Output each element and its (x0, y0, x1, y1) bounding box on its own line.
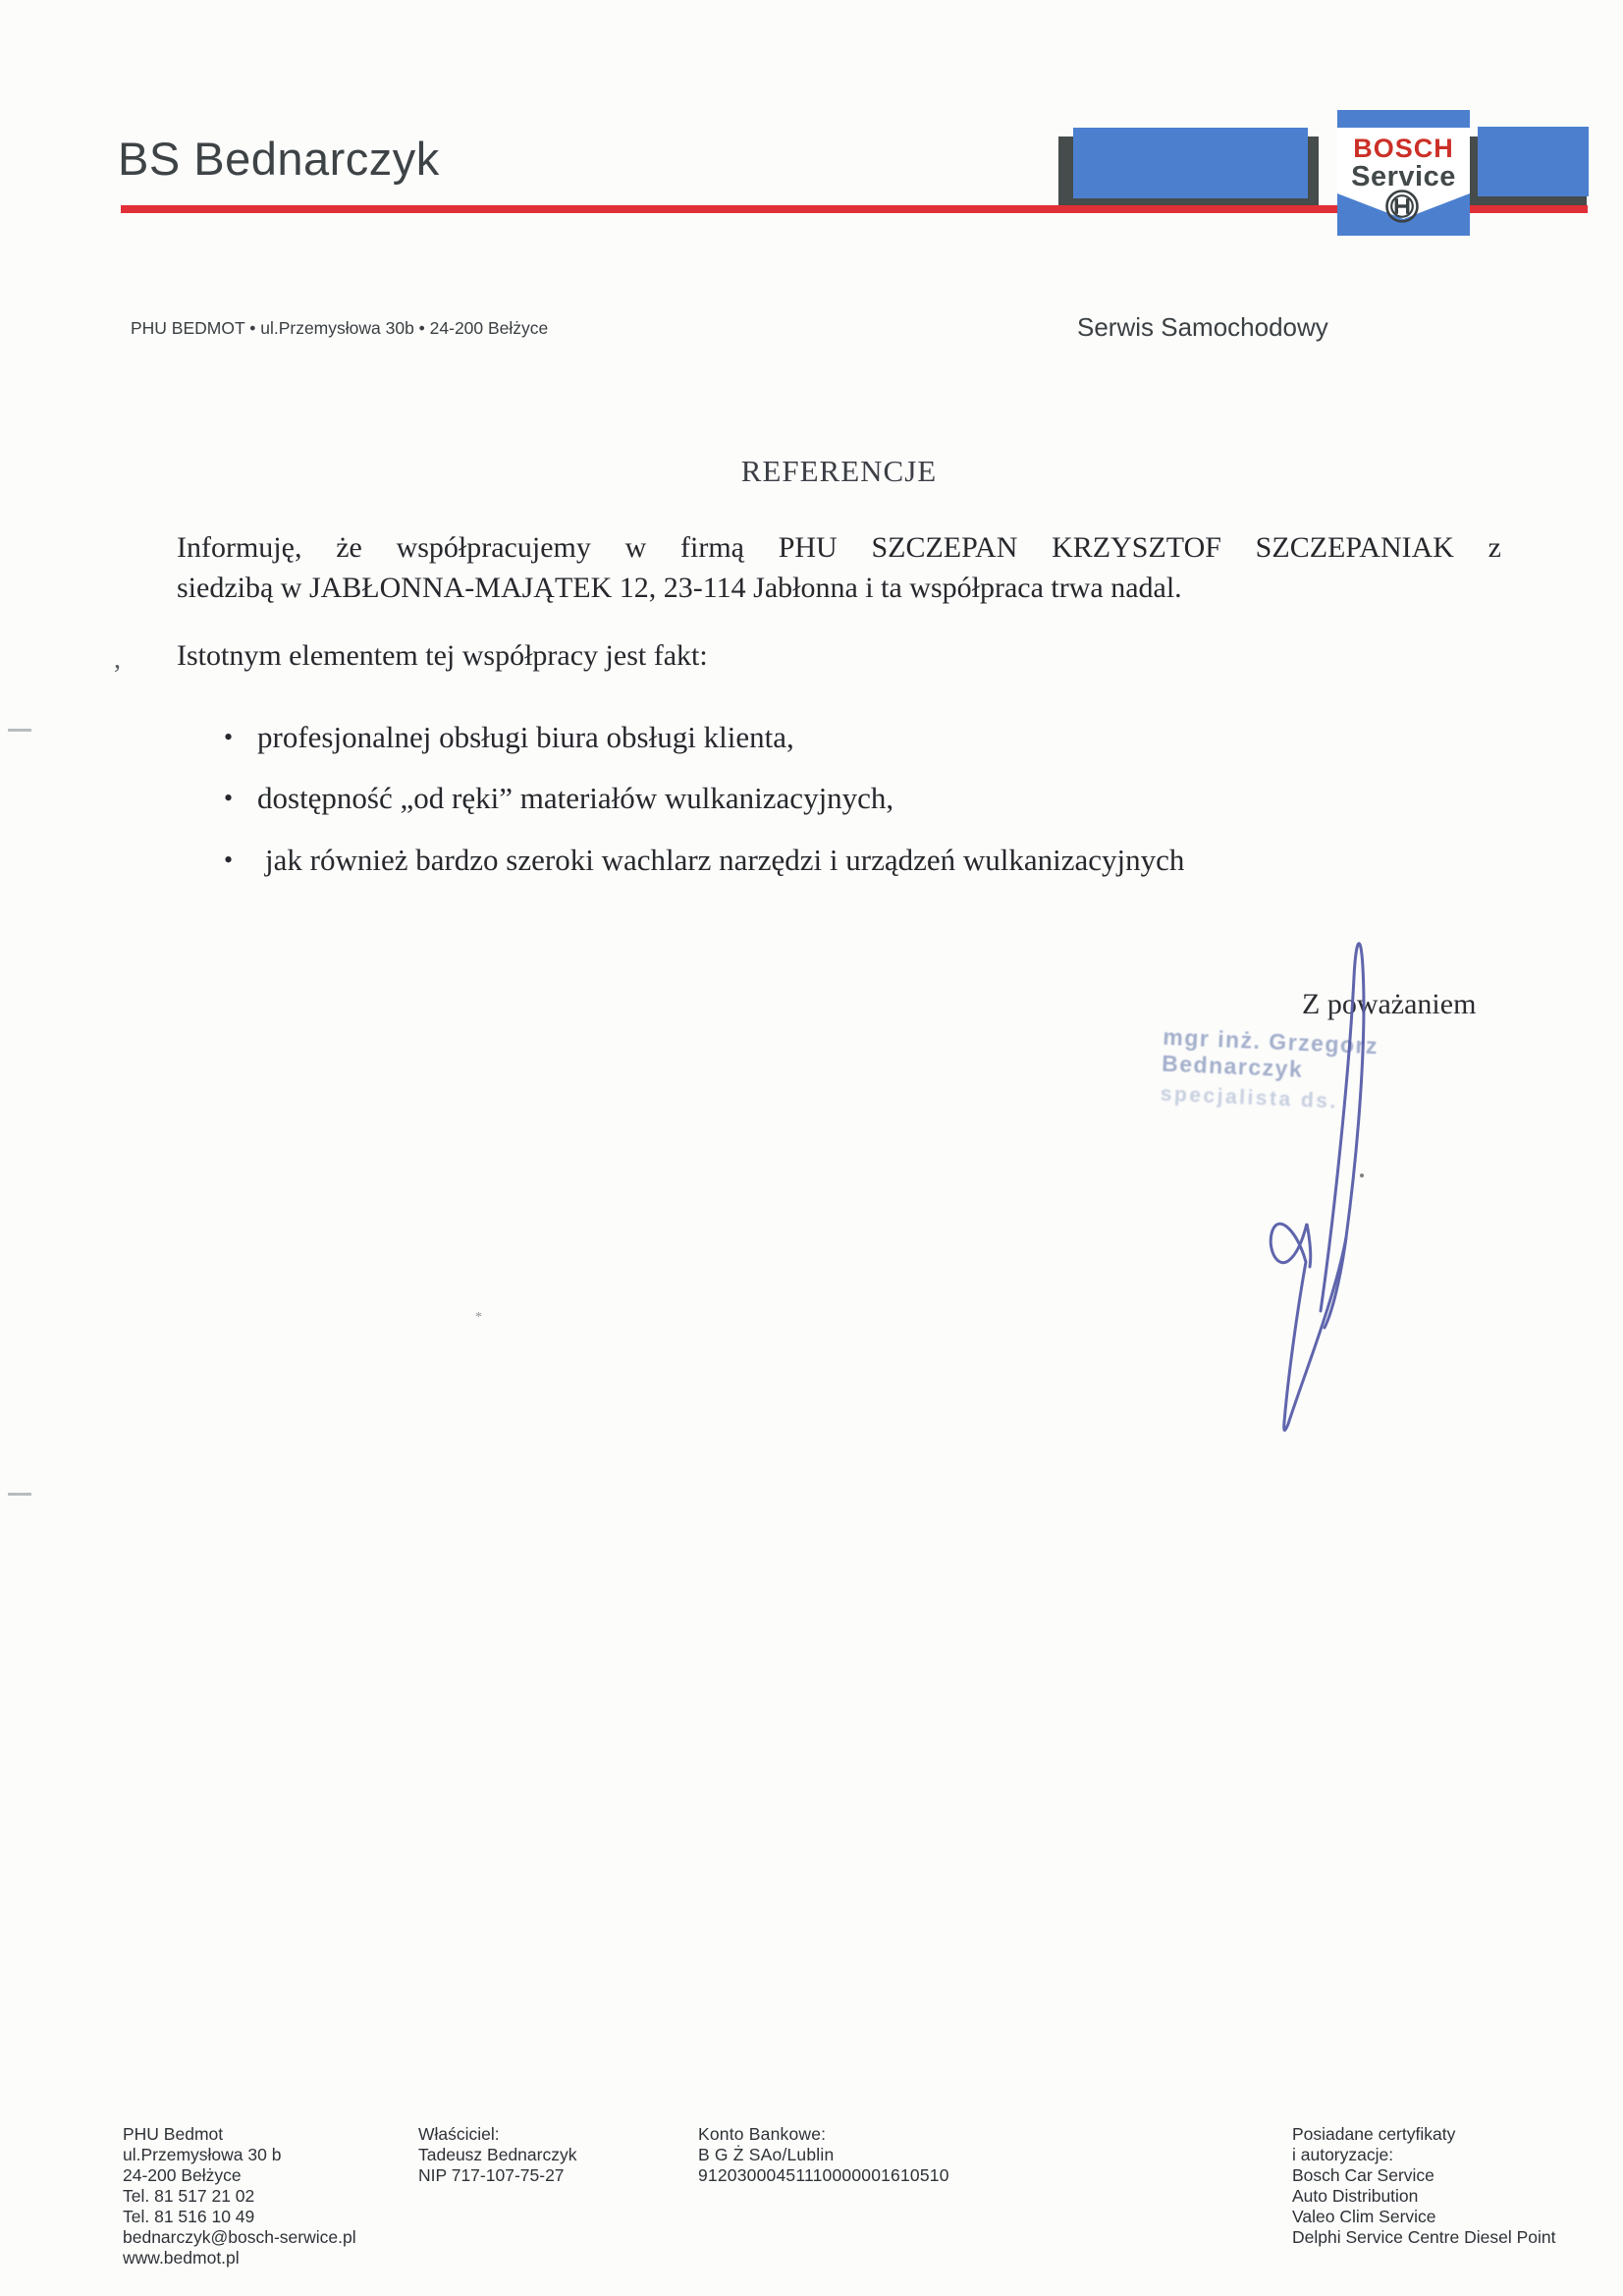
scan-speck-mark: * (475, 1310, 482, 1325)
bullet-item (224, 781, 1530, 816)
bosch-service-logo (1337, 110, 1470, 236)
footer-line: ul.Przemysłowa 30 b (123, 2145, 282, 2164)
footer-line-account-number: 91203000451110000001610510 (698, 2165, 949, 2185)
footer-column-bank (698, 2124, 949, 2186)
scan-margin-mark (8, 1493, 31, 1496)
footer-column-certificates (1292, 2124, 1555, 2248)
footer-line: Tadeusz Bednarczyk (418, 2145, 577, 2164)
footer-line: Auto Distribution (1292, 2186, 1419, 2206)
closing-salutation: Z poważaniem (1302, 988, 1477, 1020)
footer-line: Konto Bankowe: (698, 2124, 827, 2144)
bullet-text: profesjonalnej obsługi biura obsługi klienta, (257, 720, 794, 754)
footer-line: Tel. 81 517 21 02 (123, 2186, 255, 2206)
scan-margin-mark (8, 729, 31, 732)
footer-column-company (123, 2124, 356, 2269)
footer-line: i autoryzacje: (1292, 2145, 1394, 2164)
stamp-title-line: specjalista ds. (1160, 1082, 1339, 1114)
footer-line: 24-200 Bełżyce (123, 2165, 242, 2185)
company-name: BS Bednarczyk (118, 133, 440, 185)
bullet-dot-icon: • (224, 846, 234, 874)
service-wordmark: Service (1351, 161, 1456, 192)
paragraph-2-intro: Istotnym elementem tej współpracy jest fakt: (177, 639, 708, 672)
footer-line: Bosch Car Service (1292, 2165, 1434, 2185)
bosch-armature-icon (1384, 189, 1420, 224)
bullet-item (224, 720, 1530, 755)
logo-left-bar-blue (1073, 128, 1308, 198)
stamp-name-line: mgr inż. Grzegorz Bednarczyk (1161, 1023, 1380, 1082)
footer-line-website: www.bedmot.pl (123, 2248, 240, 2268)
bullet-dot-icon: • (224, 723, 234, 751)
paragraph-1-line-1: Informuję, że współpracujemy w firmą PHU SZCZEPAN KRZYSZTOF SZCZEPANIAK z (177, 531, 1501, 564)
service-type-label: Serwis Samochodowy (1077, 312, 1328, 342)
footer-line: Tel. 81 516 10 49 (123, 2207, 255, 2226)
footer-line: Posiadane certyfikaty (1292, 2124, 1456, 2144)
paragraph-1-line-2: siedzibą w JABŁONNA-MAJĄTEK 12, 23-114 Jabłonna i ta współpraca trwa nadal. (177, 572, 1182, 604)
stray-comma-mark: , (114, 644, 121, 675)
footer-line: B G Ż SAo/Lublin (698, 2145, 835, 2164)
footer-line-email: bednarczyk@bosch-serwice.pl (123, 2227, 356, 2247)
bullet-item (224, 843, 1530, 878)
bullet-text: dostępność „od ręki” materiałów wulkanizacyjnych, (257, 781, 894, 815)
bullet-dot-icon: • (224, 784, 234, 812)
footer-line: Delphi Service Centre Diesel Point (1292, 2227, 1556, 2247)
letter-title: REFERENCJE (740, 454, 938, 488)
bullet-text: jak również bardzo szeroki wachlarz narzędzi i urządzeń wulkanizacyjnych (265, 843, 1185, 877)
footer-line: PHU Bedmot (123, 2124, 224, 2144)
handwritten-signature-ink (1227, 918, 1404, 1449)
footer-line: Valeo Clim Service (1292, 2207, 1436, 2226)
sender-address-line: PHU BEDMOT • ul.Przemysłowa 30b • 24-200 Bełżyce (131, 318, 549, 338)
logo-right-bar-blue (1478, 127, 1589, 196)
footer-column-owner (418, 2124, 576, 2186)
footer-line: NIP 717-107-75-27 (418, 2165, 565, 2185)
footer-line: Właściciel: (418, 2124, 500, 2144)
ink-speck (1360, 1174, 1364, 1177)
bosch-wordmark: BOSCH (1353, 134, 1454, 163)
